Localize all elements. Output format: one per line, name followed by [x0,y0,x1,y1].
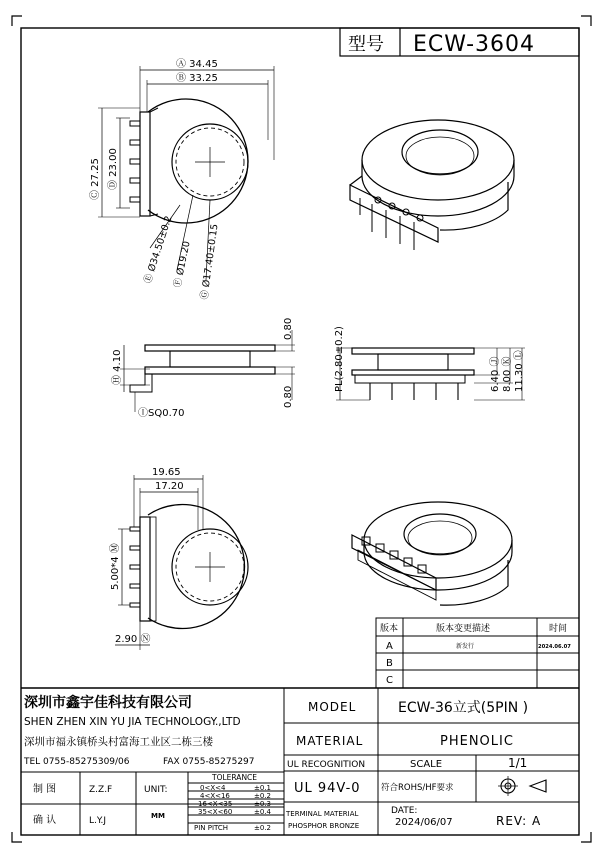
model-header-box [340,28,579,57]
iso-view-bottom [352,502,512,605]
company-tel: TEL 0755-85275309/06 [24,757,130,767]
side-view-left [120,330,295,412]
dim-j: 6.40 Ⓙ [490,356,501,392]
check-label: 确 认 [33,815,57,826]
dim-d: Ⓓ 23.00 [108,148,119,190]
spec-terminal-line2: PHOSPHOR BRONZE [288,822,360,830]
unit-label: UNIT: [144,785,168,795]
rev-row-b-ver: B [386,658,393,669]
spec-ul-value: UL 94V-0 [294,781,361,796]
dim-b: Ⓑ 33.25 [176,73,218,84]
company-name-cn: 深圳市鑫宇佳科技有限公司 [24,695,192,711]
dim-pl: PL(2.80±0.2) [334,326,345,392]
dim-f: Ⓕ Ø19.20 [172,240,193,289]
company-address: 深圳市福永镇桥头村富海工业区二栋三楼 [24,736,213,748]
rev-header-ver: 版本 [380,624,399,634]
spec-scale-value: 1/1 [508,756,528,770]
check-name: L.Y.J [89,816,107,826]
dim-i: ⒾSQ0.70 [138,408,185,419]
spec-date-label: DATE: [391,806,418,816]
iso-view-top [350,120,514,250]
dim-w1: 19.65 [152,467,181,478]
tol-range-3: 16<X<35 [198,800,233,808]
company-name-en: SHEN ZHEN XIN YU JIA TECHNOLOGY.,LTD [24,716,241,728]
projection-symbol-icon [498,776,546,796]
dim-k: 8.00 Ⓚ [502,356,513,392]
rev-row-a-ver: A [386,641,393,652]
spec-date-value: 2024/06/07 [395,817,453,828]
dim-w2: 17.20 [155,481,184,492]
spec-material-label: MATERIAL [296,734,364,748]
draw-name: Z.Z.F [89,785,113,795]
tolerance-title: TOLERANCE [212,773,258,782]
spec-terminal-line1: TERMINAL MATERIAL [286,810,359,818]
rev-row-c-ver: C [386,675,393,686]
model-header-value: ECW-3604 [413,32,536,57]
spec-scale-label: SCALE [410,759,443,770]
spec-rohs: 符合ROHS/HF要求 [381,783,454,793]
tol-range-5: PIN PITCH [194,824,229,832]
rev-row-a-desc: 新发行 [456,643,475,650]
bottom-view [115,475,248,650]
dim-m: 5.00*4 Ⓜ [110,543,121,590]
dim-n: 2.90 Ⓝ [115,634,151,645]
spec-model-value: ECW-36立式(5PIN ) [398,700,529,716]
tol-value-5: ±0.2 [254,824,271,832]
tol-value-1: ±0.1 [254,784,271,792]
tol-range-1: 0<X<4 [200,784,226,792]
spec-rev: REV: A [496,814,542,828]
company-fax: FAX 0755-85275297 [163,757,255,767]
rev-row-a-date: 2024.06.07 [538,644,571,650]
tol-value-4: ±0.4 [254,808,271,816]
rev-header-date: 时间 [549,624,568,634]
spec-model-label: MODEL [308,700,357,714]
dim-l: 11.30 Ⓛ [514,350,525,392]
unit-value: MM [151,812,165,820]
rev-header-desc: 版本变更描述 [436,624,491,634]
tol-range-4: 35<X<60 [198,808,233,816]
tol-range-2: 4<X<16 [200,792,230,800]
spec-material-value: PHENOLIC [440,734,514,749]
draw-label: 制 图 [33,784,57,795]
dim-h-top: 0.80 [283,317,294,340]
dim-e: Ⓔ Ø34.50±0.2 [142,214,175,285]
spec-ul-label: UL RECOGNITION [287,760,366,770]
dim-a: Ⓐ 34.45 [176,59,218,70]
dim-g: Ⓖ Ø17.40±0.15 [199,223,221,301]
dim-h-left: Ⓗ 4.10 [112,349,123,385]
model-header-label: 型号 [348,34,384,55]
tol-value-2: ±0.2 [254,792,271,800]
tol-value-3: ±0.3 [254,800,271,808]
dim-h-bottom: 0.80 [283,385,294,408]
dim-c: Ⓒ 27.25 [90,158,101,200]
